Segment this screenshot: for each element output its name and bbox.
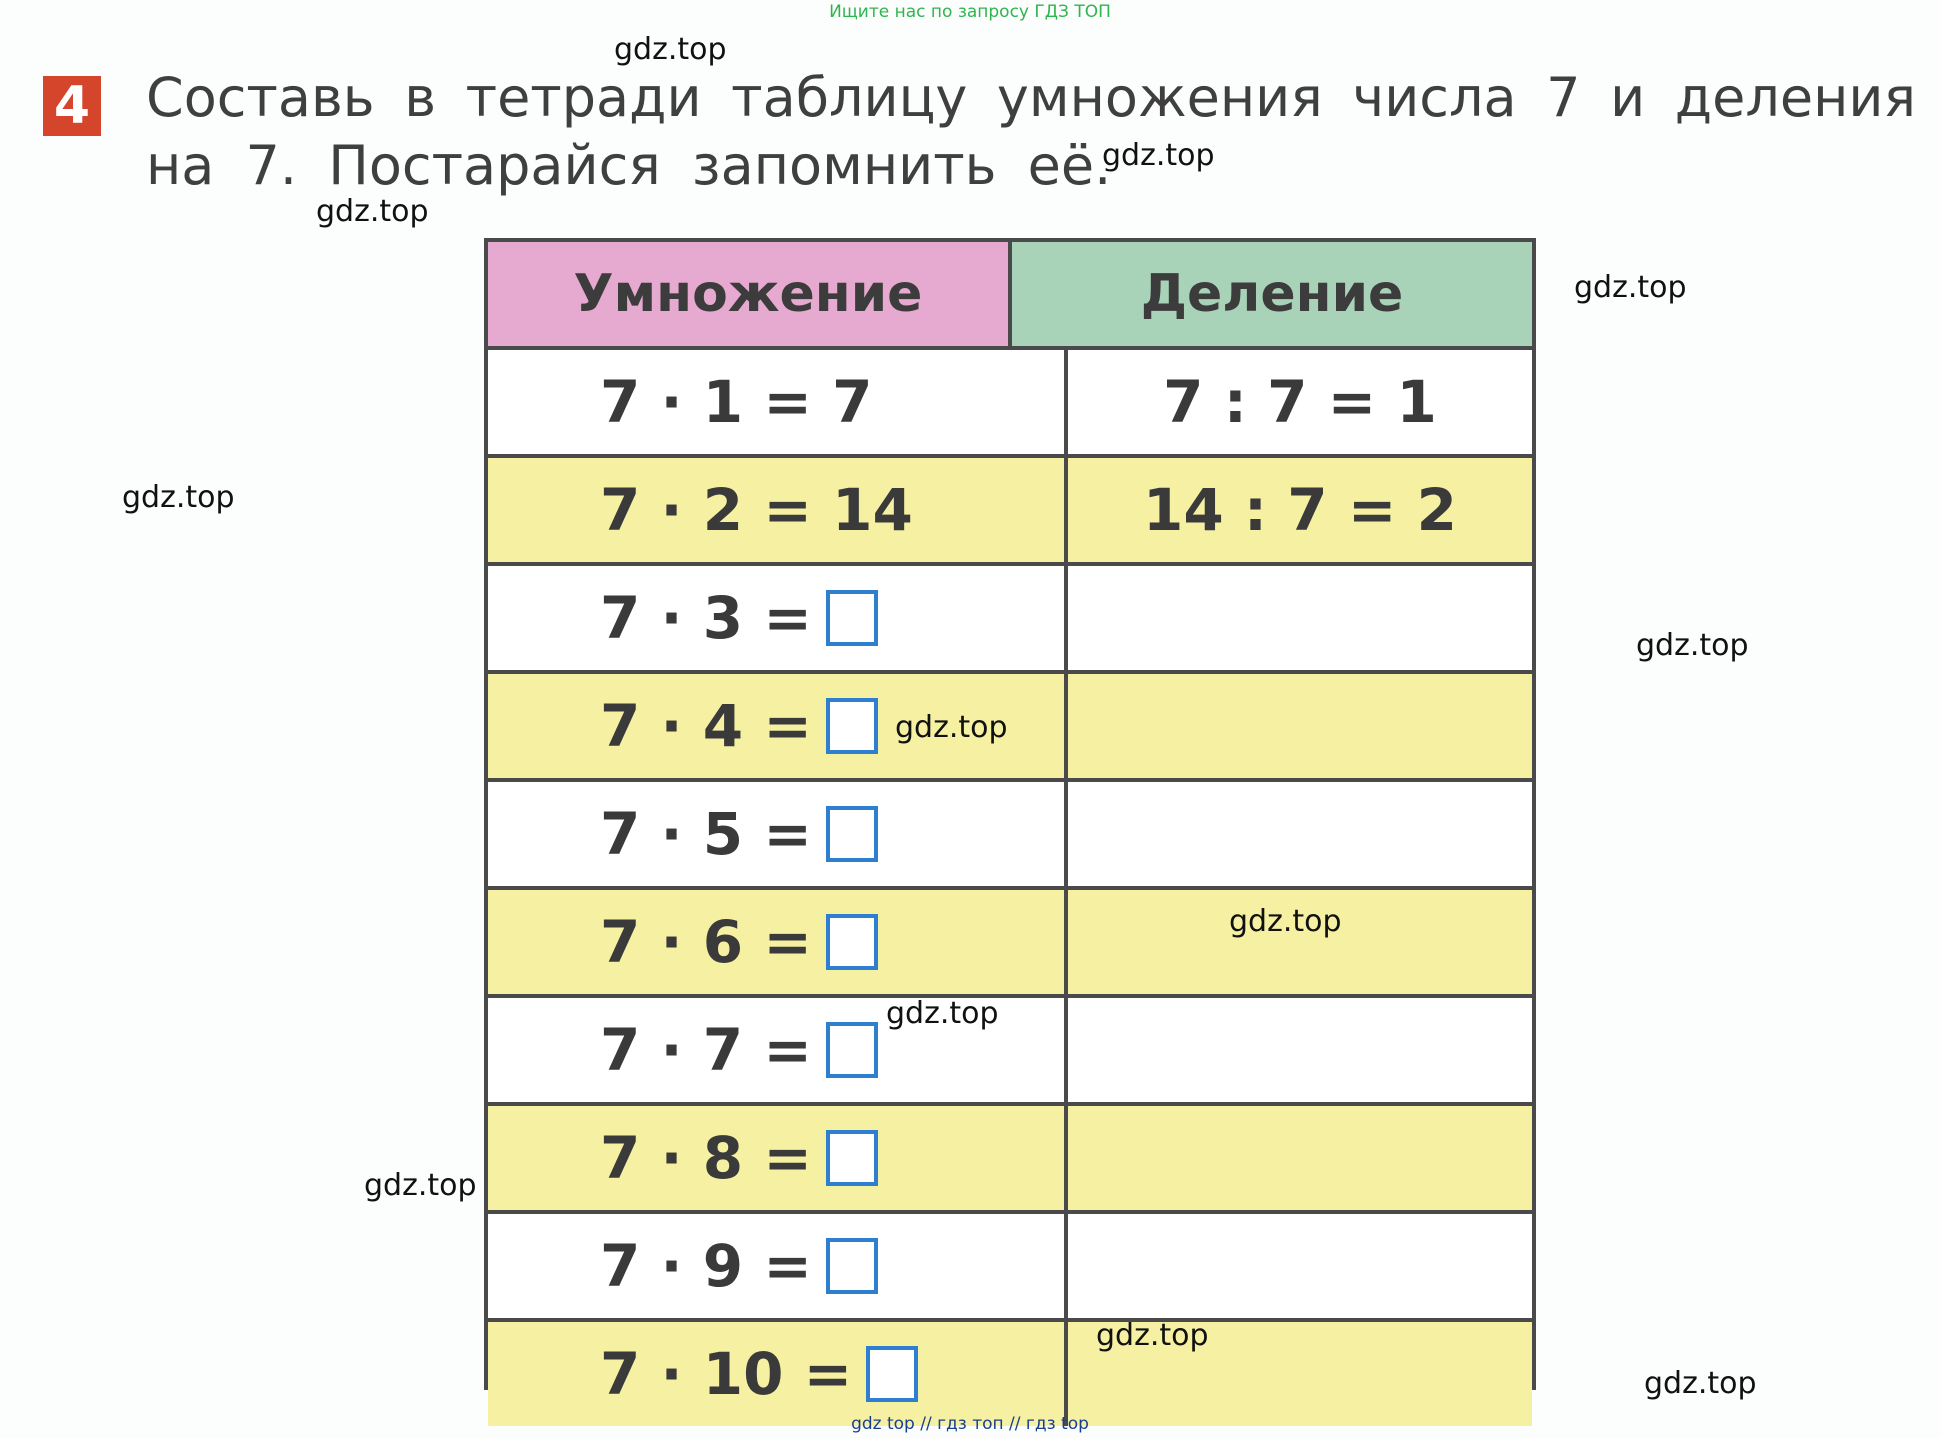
watermark: gdz.top (886, 996, 999, 1031)
multiplication-expression: 7 · 2 = 14 (600, 476, 913, 544)
task-text-line-2: на 7. Постарайся запомнить её. (146, 134, 1112, 197)
division-cell (1068, 1106, 1532, 1210)
division-cell (1068, 674, 1532, 778)
division-expression: 14 : 7 = 2 (1143, 476, 1457, 544)
table-row (488, 998, 1532, 1106)
answer-box[interactable] (826, 914, 878, 970)
table-row (488, 1214, 1532, 1322)
watermark: gdz.top (1229, 904, 1342, 939)
multiplication-cell (488, 566, 1068, 670)
answer-box[interactable] (866, 1346, 918, 1402)
multiplication-expression: 7 · 10 = (600, 1340, 853, 1408)
multiplication-cell (488, 350, 1068, 454)
division-cell (1068, 782, 1532, 886)
table-row (488, 566, 1532, 674)
watermark: gdz.top (122, 480, 235, 515)
multiplication-cell (488, 458, 1068, 562)
table-row (488, 674, 1532, 782)
multiplication-expression: 7 · 5 = (600, 800, 812, 868)
answer-box[interactable] (826, 698, 878, 754)
multiplication-cell (488, 1214, 1068, 1318)
table-header-row (488, 242, 1532, 350)
division-cell (1068, 1214, 1532, 1318)
multiplication-cell (488, 782, 1068, 886)
top-banner[interactable]: Ищите нас по запросу ГДЗ ТОП (829, 2, 1111, 22)
multiplication-division-table (484, 238, 1536, 1408)
header-division: Деление (1012, 242, 1532, 346)
multiplication-expression: 7 · 3 = (600, 584, 812, 652)
task-text-line-1: Составь в тетради таблицу умножения числа 7 и деления (146, 66, 1916, 129)
multiplication-expression: 7 · 6 = (600, 908, 812, 976)
answer-box[interactable] (826, 590, 878, 646)
table-row (488, 782, 1532, 890)
answer-box[interactable] (826, 1238, 878, 1294)
watermark: gdz.top (1096, 1318, 1209, 1353)
watermark: gdz.top (1574, 270, 1687, 305)
multiplication-expression: 7 · 7 = (600, 1016, 812, 1084)
division-expression: 7 : 7 = 1 (1163, 368, 1437, 436)
task-number-badge: 4 (43, 76, 101, 136)
answer-box[interactable] (826, 1022, 878, 1078)
multiplication-cell (488, 1322, 1068, 1426)
watermark: gdz.top (1636, 628, 1749, 663)
watermark: gdz.top (364, 1168, 477, 1203)
multiplication-cell (488, 890, 1068, 994)
footer-links[interactable]: gdz top // гдз топ // гдз top (851, 1414, 1089, 1434)
answer-box[interactable] (826, 1130, 878, 1186)
answer-box[interactable] (826, 806, 878, 862)
multiplication-expression: 7 · 1 = 7 (600, 368, 873, 436)
watermark: gdz.top (614, 32, 727, 67)
header-multiplication: Умножение (488, 242, 1012, 346)
division-cell (1068, 566, 1532, 670)
task-instructions (146, 64, 1916, 200)
watermark: gdz.top (316, 194, 429, 229)
division-cell (1068, 458, 1532, 562)
table-row (488, 1322, 1532, 1426)
division-cell (1068, 350, 1532, 454)
watermark: gdz.top (895, 710, 1008, 745)
watermark: gdz.top (1102, 138, 1215, 173)
multiplication-cell (488, 1106, 1068, 1210)
table-row (488, 458, 1532, 566)
multiplication-expression: 7 · 9 = (600, 1232, 812, 1300)
watermark: gdz.top (1644, 1366, 1757, 1401)
multiplication-expression: 7 · 4 = (600, 692, 812, 760)
table-row (488, 1106, 1532, 1214)
division-cell (1068, 998, 1532, 1102)
table-row (488, 890, 1532, 998)
table-row (488, 350, 1532, 458)
multiplication-expression: 7 · 8 = (600, 1124, 812, 1192)
